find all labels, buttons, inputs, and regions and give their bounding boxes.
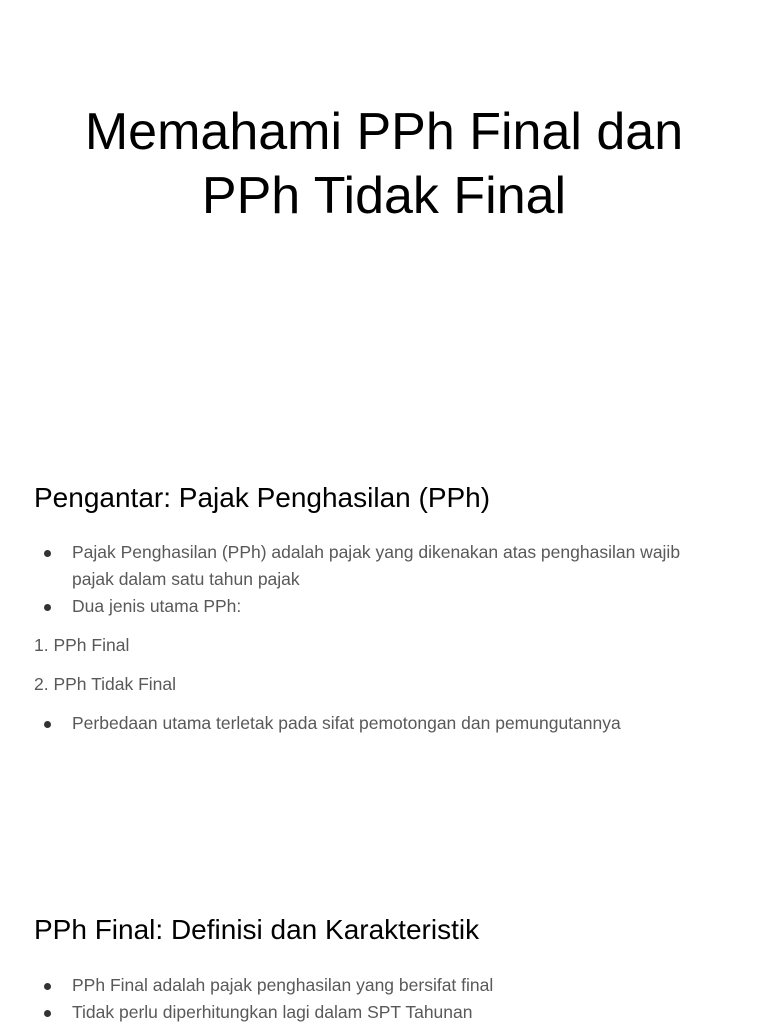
- bullet-dot-icon: [44, 721, 51, 728]
- list-item-text: Dua jenis utama PPh:: [72, 596, 242, 616]
- list-item-text: PPh Final adalah pajak penghasilan yang bersifat final: [72, 975, 494, 995]
- list-item-text: Tidak perlu diperhitungkan lagi dalam SPT Tahunan: [72, 1002, 473, 1022]
- list-item: [34, 972, 724, 999]
- list-item: [34, 999, 724, 1026]
- list-item: [34, 710, 724, 737]
- page-title: [0, 100, 768, 228]
- numbered-item-pph-final: 1. PPh Final: [34, 635, 130, 655]
- bullet-dot-icon: [44, 983, 51, 990]
- bullet-list-perbedaan: [34, 710, 724, 737]
- bullet-list-pengantar: [34, 539, 724, 620]
- bullet-dot-icon: [44, 1010, 51, 1017]
- bullet-dot-icon: [44, 604, 51, 611]
- section-heading-pengantar: Pengantar: Pajak Penghasilan (PPh): [34, 482, 491, 513]
- bullet-dot-icon: [44, 550, 51, 557]
- list-item: [34, 593, 724, 620]
- list-item-text: Perbedaan utama terletak pada sifat pemotongan dan pemungutannya: [72, 713, 621, 733]
- bullet-list-pph-final: [34, 972, 724, 1026]
- page-title-line-2: PPh Tidak Final: [201, 167, 567, 225]
- section-heading-pph-final: PPh Final: Definisi dan Karakteristik: [34, 914, 480, 945]
- list-item: [34, 539, 724, 593]
- numbered-item-pph-tidak-final: 2. PPh Tidak Final: [34, 674, 177, 694]
- page-title-line-1: Memahami PPh Final dan: [84, 103, 684, 161]
- list-item-text: Pajak Penghasilan (PPh) adalah pajak yang dikenakan atas penghasilan wajib pajak dalam satu tahun pajak: [72, 542, 681, 589]
